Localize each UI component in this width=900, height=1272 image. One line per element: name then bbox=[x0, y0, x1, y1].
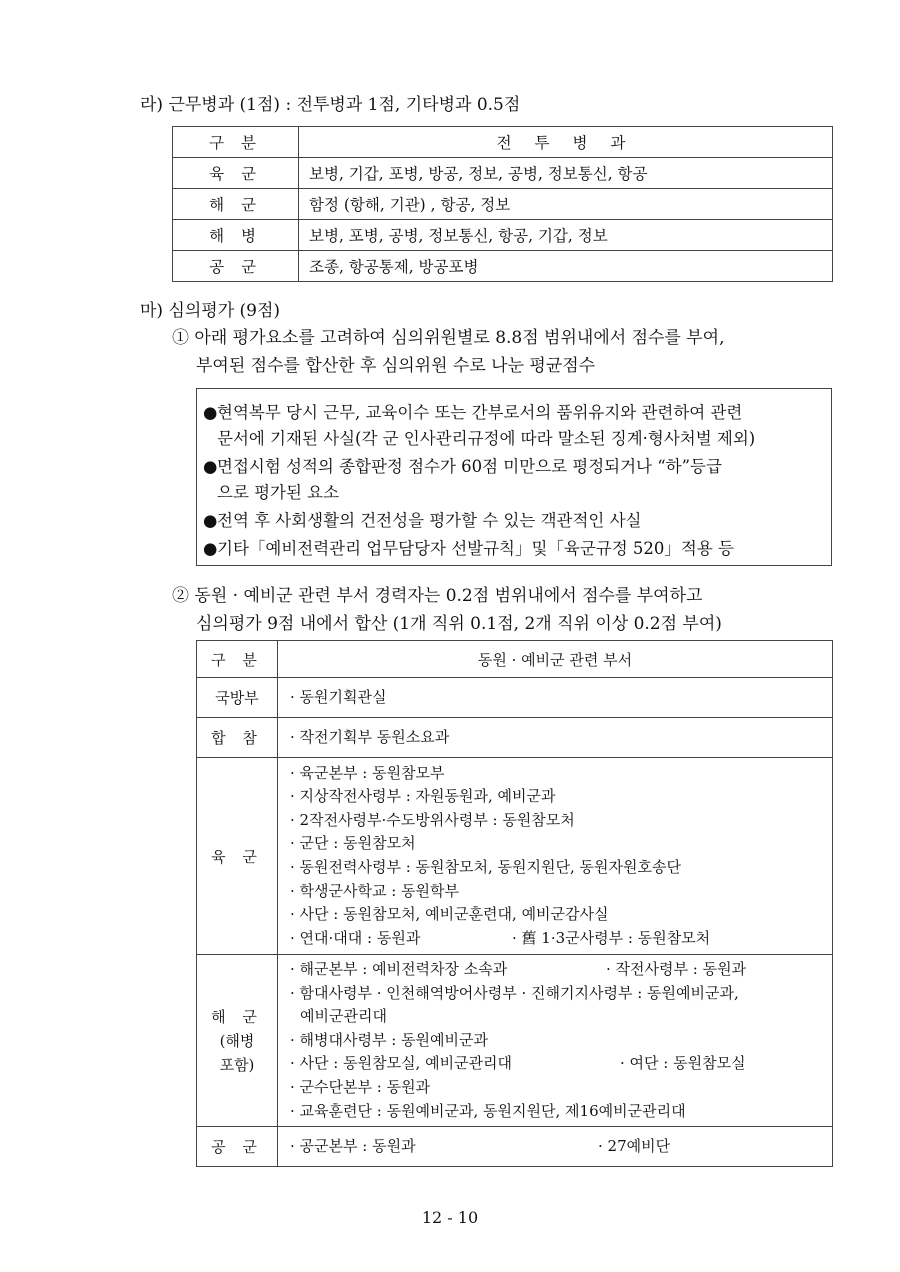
bullet-dot-icon: ● bbox=[203, 511, 218, 530]
list-item bbox=[290, 958, 822, 982]
list-item: · 2작전사령부·수도방위사령부 : 동원참모처 bbox=[290, 810, 575, 829]
criteria-bullet-1-cont: 문서에 기재된 사실(각 군 인사관리규정에 따라 말소된 징계·형사처벌 제외) bbox=[217, 429, 756, 448]
criteria-text: 기타「예비전력관리 업무담당자 선발규칙」및「육군규정 520」적용 등 bbox=[217, 539, 734, 558]
table-row bbox=[173, 220, 833, 251]
category-line: (해병 bbox=[219, 1031, 255, 1050]
table-row bbox=[197, 718, 833, 758]
page-number: 12 - 10 bbox=[421, 1208, 479, 1227]
row-category: 육 군 bbox=[197, 758, 278, 955]
row-content bbox=[278, 1127, 833, 1167]
list-item: · 함대사령부 · 인천해역방어사령부 · 진해기지사령부 : 동원예비군과, bbox=[290, 983, 739, 1002]
table-row bbox=[173, 251, 833, 282]
mobilization-department-table bbox=[196, 640, 833, 1167]
list-item: · 육군본부 : 동원참모부 bbox=[290, 763, 445, 782]
row-content bbox=[278, 718, 833, 758]
table-header-content: 전 투 병 과 bbox=[299, 127, 833, 158]
item1-line1: ① 아래 평가요소를 고려하여 심의위원별로 8.8점 범위내에서 점수를 부여, bbox=[172, 328, 725, 348]
list-item-left: · 공군본부 : 동원과 bbox=[290, 1136, 416, 1155]
bullet-dot-icon: ● bbox=[203, 539, 218, 558]
table-row bbox=[197, 758, 833, 955]
list-item-right: · 작전사령부 : 동원과 bbox=[606, 960, 747, 978]
list-item-right: · 27예비단 bbox=[598, 1136, 671, 1155]
list-item: · 학생군사학교 : 동원학부 bbox=[290, 881, 460, 900]
list-item-right: · 여단 : 동원참모실 bbox=[620, 1054, 746, 1073]
table-row bbox=[197, 678, 833, 718]
list-item: · 동원전력사령부 : 동원참모처, 동원지원단, 동원자원호송단 bbox=[290, 858, 681, 876]
list-item: · 동원기획관실 bbox=[290, 687, 387, 706]
criteria-bullet-1 bbox=[203, 401, 742, 425]
item2-line1: ② 동원 · 예비군 관련 부서 경력자는 0.2점 범위내에서 점수를 부여하고 bbox=[172, 586, 703, 606]
item2-line2: 심의평가 9점 내에서 합산 (1개 직위 0.1점, 2개 직위 이상 0.2점 부여) bbox=[196, 614, 722, 634]
criteria-text: 현역복무 당시 근무, 교육이수 또는 간부로서의 품위유지와 관련하여 관련 bbox=[217, 403, 743, 422]
combat-branch-table bbox=[172, 126, 833, 282]
category-line: 해 군 bbox=[211, 1007, 263, 1026]
list-item-right: · 舊 1·3군사령부 : 동원참모처 bbox=[512, 928, 711, 947]
list-item: · 군단 : 동원참모처 bbox=[290, 834, 416, 853]
row-category: 국방부 bbox=[197, 678, 278, 718]
bullet-dot-icon: ● bbox=[203, 403, 218, 422]
criteria-bullet-4 bbox=[203, 537, 734, 561]
table-row bbox=[197, 1127, 833, 1167]
table-header-row bbox=[173, 127, 833, 158]
row-content bbox=[278, 678, 833, 718]
criteria-bullet-2-cont: 으로 평가된 요소 bbox=[217, 483, 340, 502]
criteria-text: 면접시험 성적의 종합판정 점수가 60점 미만으로 평정되거나 “하”등급 bbox=[217, 457, 722, 476]
list-item: · 해병대사령부 : 동원예비군과 bbox=[290, 1030, 489, 1049]
row-category: 공 군 bbox=[173, 251, 299, 282]
row-content: 보병, 기갑, 포병, 방공, 정보, 공병, 정보통신, 항공 bbox=[299, 158, 833, 189]
list-item-left: · 해군본부 : 예비전력차장 소속과 bbox=[290, 960, 508, 978]
item1-line2: 부여된 점수를 합산한 후 심의위원 수로 나눈 평균점수 bbox=[196, 356, 596, 376]
list-item: · 사단 : 동원참모처, 예비군훈련대, 예비군감사실 bbox=[290, 905, 609, 924]
criteria-bullet-3 bbox=[203, 509, 642, 533]
table-header-row bbox=[197, 641, 833, 678]
list-item: · 지상작전사령부 : 자원동원과, 예비군과 bbox=[290, 787, 556, 806]
list-item: · 군수단본부 : 동원과 bbox=[290, 1077, 431, 1096]
section-ra-heading: 라) 근무병과 (1점) : 전투병과 1점, 기타병과 0.5점 bbox=[140, 95, 521, 115]
row-content: 보병, 포병, 공병, 정보통신, 항공, 기갑, 정보 bbox=[299, 220, 833, 251]
list-item: 예비군관리대 bbox=[300, 1007, 387, 1026]
criteria-bullet-2 bbox=[203, 455, 722, 479]
table-row bbox=[173, 189, 833, 220]
table-row bbox=[173, 158, 833, 189]
criteria-box bbox=[196, 388, 832, 566]
row-category: 공 군 bbox=[197, 1127, 278, 1167]
table-header-category: 구 분 bbox=[197, 641, 278, 678]
row-content bbox=[278, 758, 833, 955]
row-category bbox=[197, 955, 278, 1127]
criteria-text: 전역 후 사회생활의 건전성을 평가할 수 있는 객관적인 사실 bbox=[217, 511, 642, 530]
section-ma-heading: 마) 심의평가 (9점) bbox=[140, 301, 281, 321]
row-category: 해 군 bbox=[173, 189, 299, 220]
category-line: 포함) bbox=[219, 1055, 255, 1074]
list-item: · 작전기획부 동원소요과 bbox=[290, 727, 450, 746]
bullet-dot-icon: ● bbox=[203, 457, 218, 476]
table-header-content: 동원 · 예비군 관련 부서 bbox=[278, 641, 833, 678]
list-item bbox=[290, 1052, 822, 1076]
table-header-category: 구 분 bbox=[173, 127, 299, 158]
list-item-left: · 연대·대대 : 동원과 bbox=[290, 928, 421, 947]
list-item bbox=[290, 1135, 822, 1159]
row-category: 합 참 bbox=[197, 718, 278, 758]
list-item: · 교육훈련단 : 동원예비군과, 동원지원단, 제16예비군관리대 bbox=[290, 1101, 686, 1120]
row-content: 함정 (항해, 기관) , 항공, 정보 bbox=[299, 189, 833, 220]
row-content bbox=[278, 955, 833, 1127]
list-item bbox=[290, 927, 822, 951]
table-row bbox=[197, 955, 833, 1127]
row-category: 해 병 bbox=[173, 220, 299, 251]
row-content: 조종, 항공통제, 방공포병 bbox=[299, 251, 833, 282]
list-item-left: · 사단 : 동원참모실, 예비군관리대 bbox=[290, 1054, 513, 1073]
row-category: 육 군 bbox=[173, 158, 299, 189]
